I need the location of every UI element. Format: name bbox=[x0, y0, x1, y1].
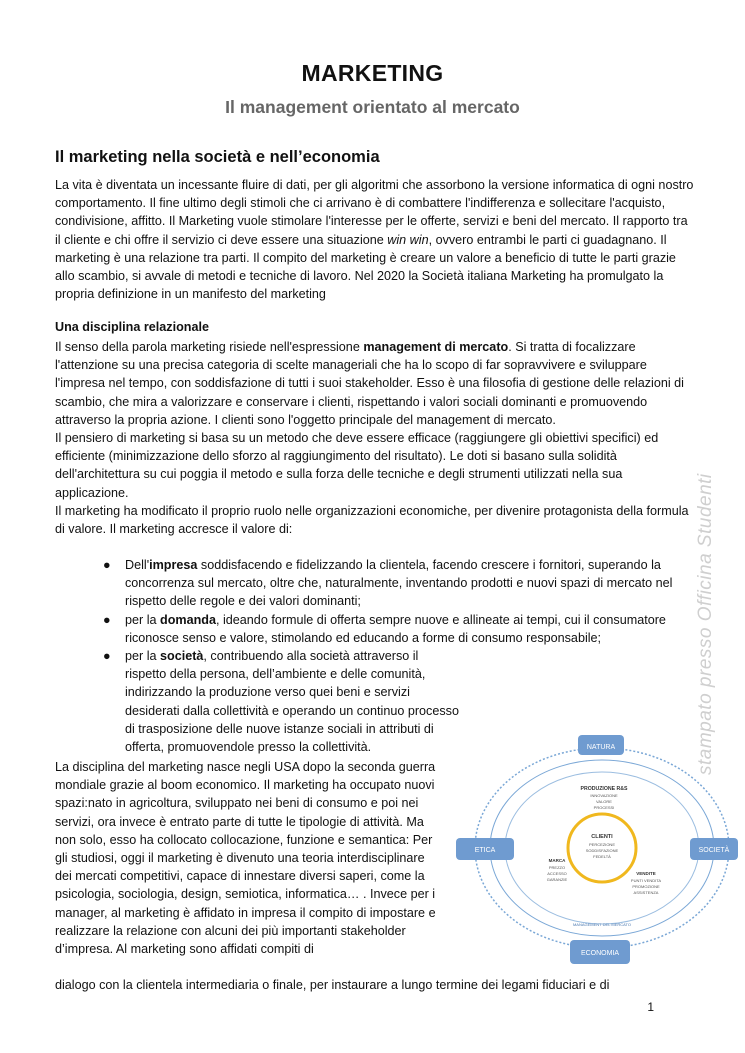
bullet-text: soddisfacendo e fidelizzando la clientela, facendo crescere i fornitori, superando la concorrenza sul mercato, oltre che, naturalmente, inventando prodotti e nuovi spazi di mercato nel rispetto delle regole e dei valori dominanti; bbox=[125, 558, 673, 609]
paragraph-intro-part-a: La vita è diventata un incessante fluire di dati, per gli algoritmi che assorbono la versione informatica di ogni nostro comportamento. Il fine ultimo degli stimoli che ci arrivano è di combattere l'indifferenza e sollecitare l'acquisto, condivisione, affitto. Il Marketing vuole stimolare l'interesse per le offerte, servizi e beni del mercato. Il rapporto tra il cliente e chi offre il servizio ci deve essere una situazione bbox=[55, 178, 694, 247]
inner-right-label: VENDITE bbox=[636, 871, 656, 876]
value-bullet-list bbox=[55, 556, 695, 756]
inner-left-label: MARCA bbox=[548, 858, 566, 863]
center-sub2: SODDISFAZIONE bbox=[585, 848, 619, 853]
document-title: MARKETING bbox=[301, 60, 444, 86]
inner-top-label: PRODUZIONE R&S bbox=[580, 786, 628, 792]
bullet-keyword: impresa bbox=[149, 558, 198, 572]
node-etica: ETICA bbox=[474, 847, 496, 854]
inner-left-sub2: ACCESSO bbox=[547, 871, 567, 876]
page-number: 1 bbox=[647, 1000, 654, 1014]
paragraph-intro bbox=[55, 176, 695, 303]
bullet-dot: ● bbox=[103, 558, 111, 572]
inner-top-sub2: VALORE bbox=[596, 799, 612, 804]
paragraph-method: Il pensiero di marketing si basa su un metodo che deve essere efficace (raggiungere gli obiettivi specifici) ed efficiente (minimizzazione dello sforzo al raggiungimento del risultato). Le doti si basano sulla solidità dell'architettura su cui poggia il metodo e sulla forza delle tecniche e degli strumenti utilizzati nella sua applicazione. bbox=[55, 431, 659, 500]
bullet-text: , ideando formule di offerta sempre nuove e allineate ai tempi, cui il consumatore riconosce senso e valore, stimolando ed educando a forme di consumo responsabile; bbox=[125, 612, 666, 645]
bullet-text: , contribuendo alla società attraverso il rispetto della persona, dell’ambiente e delle comunità, indirizzando la produzione verso quei beni e servizi desiderati dalla collettività e operando un continuo processo di trasposizione delle nuove istanze sociali in attributi di offerta, promuovendole presso la collettività. bbox=[125, 649, 459, 755]
node-natura: NATURA bbox=[586, 744, 616, 751]
inner-right-sub1: PUNTI VENDITA bbox=[630, 878, 662, 883]
node-societa: SOCIETÀ bbox=[698, 847, 730, 854]
bullet-keyword: domanda bbox=[160, 612, 216, 627]
document-subtitle: Il management orientato al mercato bbox=[225, 97, 520, 117]
section-heading-relational-discipline: Una disciplina relazionale bbox=[55, 320, 209, 334]
inner-top-sub1: INNOVAZIONE bbox=[590, 793, 618, 798]
center-sub3: FEDELTÀ bbox=[593, 854, 611, 859]
inner-right-sub3: ASSISTENZA bbox=[633, 890, 659, 895]
bullet-keyword: società bbox=[160, 649, 204, 664]
section-heading-marketing-society: Il marketing nella società e nell’economia bbox=[55, 148, 380, 166]
bullet-dot: ● bbox=[103, 612, 111, 627]
watermark-text: stampato presso Officina Studenti bbox=[695, 473, 716, 775]
bullet-text: Dell' bbox=[125, 558, 150, 572]
bullet-dot: ● bbox=[103, 649, 111, 664]
bullet-item-domanda bbox=[55, 611, 695, 647]
management-di-mercato-bold: management di mercato bbox=[363, 340, 509, 354]
inner-left-sub1: PREZZO bbox=[548, 865, 566, 870]
paragraph-history: La disciplina del marketing nasce negli USA dopo la seconda guerra mondiale grazie al boom economico. Il marketing ha occupato nuovi spazi:nato in agricoltura, sviluppato nei beni di consumo e poi nei servizi, ora invece è entrato parte di tutte le tipologie di attività. Ma non solo, esso ha collocato collocazione, funzione e semantica: Per gli studiosi, oggi il marketing è divenuto una teoria interdisciplinare dei mercati competitivi, capace di innestare diversi saperi, come la psicologia, sociologia, design, semiotica, informatica… . Invece per i manager, al marketing è affidato in impresa il compito di impostare e realizzare la relazione con alcuni dei più importanti stakeholder d’impresa. Al marketing sono affidati compiti di bbox=[55, 760, 436, 957]
center-label: CLIENTI bbox=[591, 834, 613, 840]
bullet-text: per la bbox=[125, 649, 161, 664]
inner-bottom-label: MANAGEMENT DEL MERCATO bbox=[572, 922, 632, 927]
bullet-item-impresa bbox=[55, 556, 695, 611]
paragraph-relational-part-a: Il senso della parola marketing risiede nell'espressione bbox=[55, 340, 364, 354]
inner-top-sub3: PROCESSI bbox=[593, 805, 615, 810]
inner-left-sub3: GARANZIE bbox=[546, 877, 568, 882]
paragraph-relational bbox=[55, 338, 695, 538]
paragraph-intro-part-b: , ovvero entrambi le parti ci guadagnano. Il marketing è una relazione tra parti. Il compito del marketing è creare un valore a beneficio di tutte le parti grazie allo scambio, si avvale di metodi e tecniche di lavoro. Nel 2020 la Società italiana Marketing ha promulgato la propria definizione in un manifesto del marketing bbox=[55, 232, 676, 302]
paragraph-value-formula: Il marketing ha modificato il proprio ruolo nelle organizzazioni economiche, per divenire protagonista della formula di valore. Il marketing accresce il valore di: bbox=[55, 503, 689, 537]
paragraph-dialogue: dialogo con la clientela intermediaria o finale, per instaurare a lungo termine dei legami fiduciari e di bbox=[55, 978, 610, 992]
center-sub1: PERCEZIONE bbox=[588, 842, 616, 847]
inner-right-sub2: PROMOZIONE bbox=[632, 884, 660, 889]
win-win-emphasis: win win bbox=[387, 232, 429, 247]
node-economia: ECONOMIA bbox=[580, 950, 620, 957]
bullet-text: per la bbox=[125, 612, 161, 627]
paragraph-relational-part-b: . Si tratta di focalizzare l'attenzione su una precisa categoria di scelte manageriali che ha lo scopo di far sopravvivere e sviluppare l'impresa nel tempo, con soddisfazione di tutti i suoi stakeholder. Esso è una filosofia di gestione delle relazioni di scambio, che mira a valorizzare e conservare i clienti, rispettando i valori sociali dominanti e promuovendo attraverso la propria azione. I clienti sono l'oggetto principale del management di mercato. bbox=[55, 340, 684, 427]
